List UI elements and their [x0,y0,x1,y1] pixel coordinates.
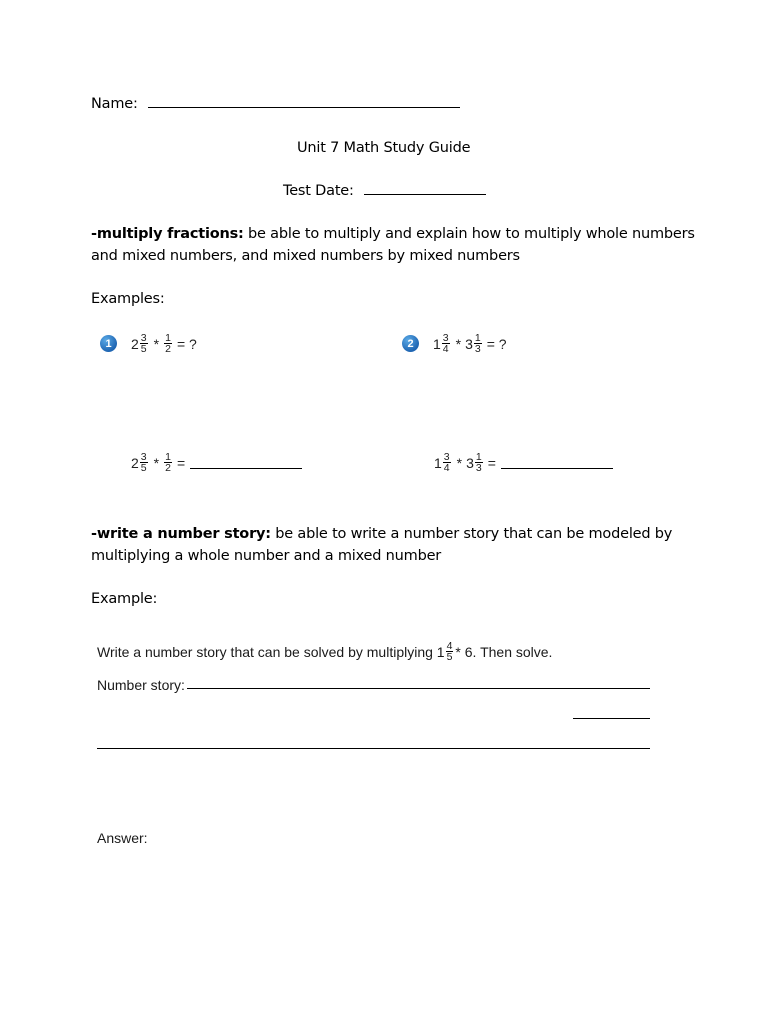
answer-blank[interactable] [501,468,613,469]
prompt-text-after: * 6. Then solve. [455,643,553,660]
problem-2 [402,333,507,354]
prompt-text-before: Write a number story that can be solved by multiplying 1 [97,643,445,660]
mixed-whole: 3 [466,454,474,471]
section-multiply-fractions-line1 [91,226,695,242]
section-multiply-fractions-line2: and mixed numbers, and mixed numbers by mixed numbers [91,248,520,264]
name-field-row [91,96,460,112]
section-number-story-line2: multiplying a whole number and a mixed number [91,548,442,564]
operator: * [153,335,160,352]
number-story-line-3[interactable] [97,748,650,749]
number-story-prompt [97,641,552,662]
equals-question: = ? [486,335,507,352]
section-multiply-fractions-text: be able to multiply and explain how to multiply whole numbers [243,226,695,242]
operator: * [456,454,463,471]
fraction: $\frac{1}{3}$ [475,451,482,474]
fraction: $\frac{3}{4}$ [443,451,450,474]
answer-row-2 [434,452,613,473]
fraction: $\frac{3}{5}$ [140,451,147,474]
problem-1 [100,333,197,354]
equals-sign: = [176,454,186,471]
problem-number-badge: 1 [100,335,117,352]
page-title: Unit 7 Math Study Guide [297,140,471,156]
test-date-row [283,183,486,199]
section-number-story-text: be able to write a number story that can be modeled by [270,526,673,542]
answer-blank[interactable] [190,468,302,469]
mixed-whole: 2 [131,454,139,471]
number-story-line-1[interactable] [187,688,650,689]
mixed-whole: 3 [465,335,473,352]
examples-label: Examples: [91,291,165,307]
answer-label: Answer: [97,830,148,846]
test-date-blank[interactable] [364,194,486,195]
problem-number-badge: 2 [402,335,419,352]
fraction: $\frac{1}{2}$ [165,332,171,355]
operator: * [455,335,462,352]
mixed-whole: 2 [131,335,139,352]
fraction: $\frac{4}{5}$ [446,640,453,663]
operator: * [153,454,160,471]
section-number-story-heading: -write a number story: [91,526,271,542]
mixed-whole: 1 [434,454,442,471]
fraction: $\frac{1}{3}$ [474,332,481,355]
fraction: $\frac{1}{2}$ [165,451,171,474]
number-story-label: Number story: [97,677,185,693]
answer-row-1 [131,452,302,473]
mixed-whole: 1 [433,335,441,352]
name-blank[interactable] [148,107,460,108]
test-date-label: Test Date: [283,183,354,199]
equals-question: = ? [176,335,197,352]
number-story-line-2[interactable] [573,718,650,719]
section-multiply-fractions-heading: -multiply fractions: [91,226,244,242]
fraction: $\frac{3}{4}$ [442,332,449,355]
name-label: Name: [91,96,138,112]
example-label: Example: [91,591,158,607]
section-number-story-line1 [91,526,672,542]
fraction: $\frac{3}{5}$ [140,332,147,355]
equals-sign: = [487,454,496,471]
